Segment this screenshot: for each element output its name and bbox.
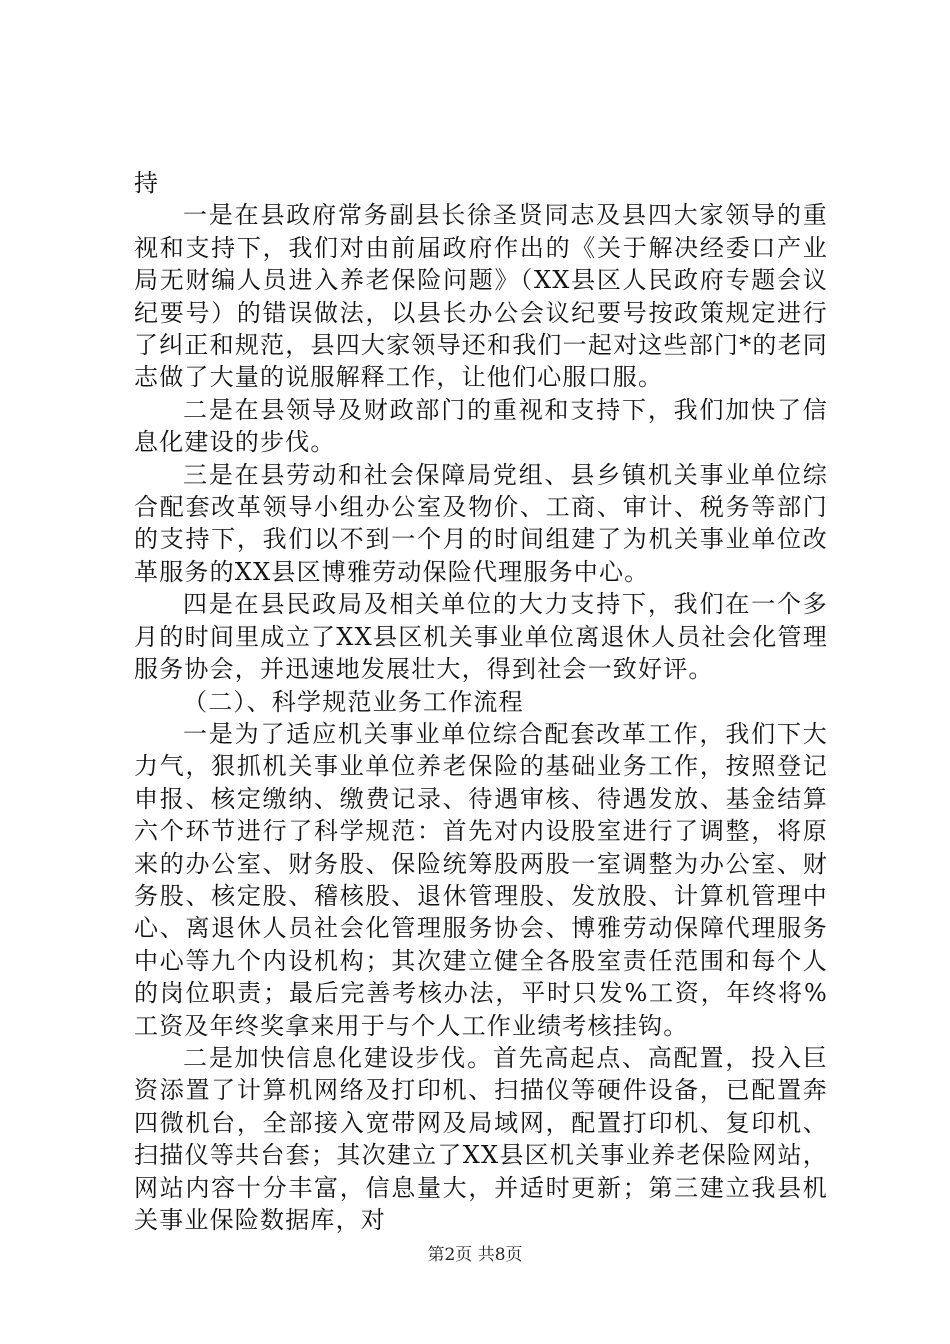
paragraph-continuation: 持: [134, 169, 160, 197]
document-body: [134, 167, 828, 1236]
paragraph-item-3: 三是在县劳动和社会保障局党组、县乡镇机关事业单位综合配套改革领导小组办公室及物价、工商、审计、税务等部门的支持下，我们以不到一个月的时间组建了为机关事业单位改革服务的XX县区博雅劳动保险代理服务中心。: [134, 460, 828, 586]
section-heading: （二）、科学规范业务工作流程: [183, 687, 524, 716]
paragraph-workflow-2: 二是加快信息化建设步伐。首先高起点、高配置，投入巨资添置了计算机网络及打印机、扫描仪等硬件设备，已配置奔四微机台，全部接入宽带网及局域网，配置打印机、复印机、扫描仪等共台套；其次建立了XX县区机关事业养老保险网站，网站内容十分丰富，信息量大，并适时更新；第三建立我县机关事业保险数据库，对: [134, 1043, 828, 1234]
paragraph-item-1: 一是在县政府常务副县长徐圣贤同志及县四大家领导的重视和支持下，我们对由前届政府作出的《关于解决经委口产业局无财编人员进入养老保险问题》（XX县区人民政府专题会议纪要号）的错误做法，以县长办公会议纪要号按政策规定进行了纠正和规范，县四大家领导还和我们一起对这些部门*的老同志做了大量的说服解释工作，让他们心服口服。: [134, 201, 828, 392]
paragraph-item-4: 四是在县民政局及相关单位的大力支持下，我们在一个多月的时间里成立了XX县区机关事业单位离退休人员社会化管理服务协会，并迅速地发展壮大，得到社会一致好评。: [134, 590, 828, 684]
page-footer: 第2页 共8页: [427, 1245, 523, 1265]
paragraph-workflow-1: 一是为了适应机关事业单位综合配套改革工作，我们下大力气，狠抓机关事业单位养老保险的基础业务工作，按照登记申报、核定缴纳、缴费记录、待遇审核、待遇发放、基金结算六个环节进行了科学规范：首先对内设股室进行了调整，将原来的办公室、财务股、保险统筹股两股一室调整为办公室、财务股、核定股、稽核股、退休管理股、发放股、计算机管理中心、离退休人员社会化管理服务协会、博雅劳动保障代理服务中心等九个内设机构；其次建立健全各股室责任范围和每个人的岗位职责；最后完善考核办法，平时只发%工资，年终将%工资及年终奖拿来用于与个人工作业绩考核挂钩。: [134, 719, 828, 1040]
paragraph-item-2: 二是在县领导及财政部门的重视和支持下，我们加快了信息化建设的步伐。: [134, 395, 828, 457]
